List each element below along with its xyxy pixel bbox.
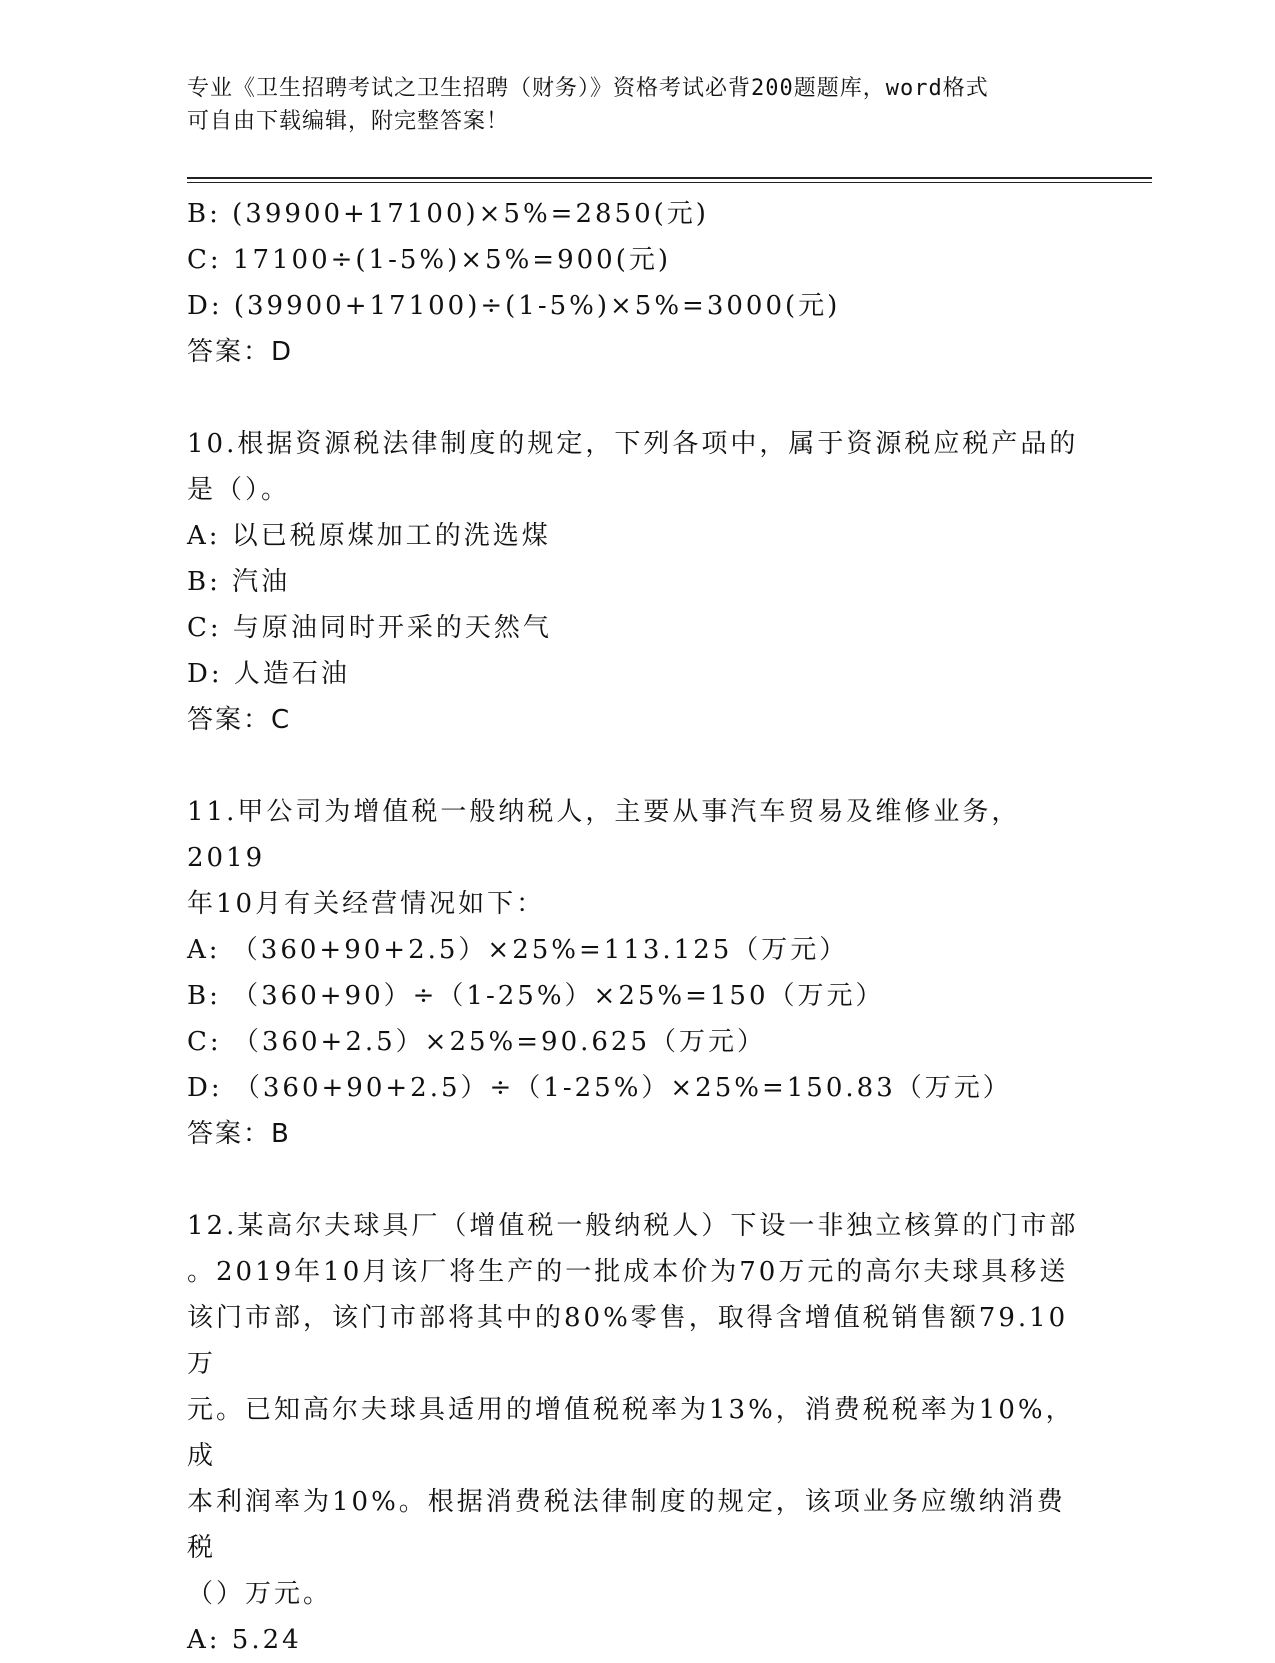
- q12-stem-line-5: 本利润率为10%。根据消费税法律制度的规定，该项业务应缴纳消费税: [187, 1487, 1066, 1563]
- q11-option-b: B: （360+90）÷（1-25%）×25%=150（万元）: [187, 981, 885, 1011]
- spacer: [187, 1157, 1087, 1203]
- q9-answer: 答案：D: [187, 337, 294, 367]
- q10-option-a: A: 以已税原煤加工的洗选煤: [187, 521, 551, 551]
- q12-stem-line-2: 。2019年10月该厂将生产的一批成本价为70万元的高尔夫球具移送: [187, 1257, 1069, 1287]
- q11-answer: 答案：B: [187, 1119, 291, 1149]
- spacer: [187, 375, 1087, 421]
- header-divider-thick: [187, 177, 1152, 179]
- q11-option-a: A: （360+90+2.5）×25%=113.125（万元）: [187, 935, 849, 965]
- q10-option-c: C: 与原油同时开采的天然气: [187, 613, 552, 643]
- q11-stem-line-2: 年10月有关经营情况如下：: [187, 889, 546, 919]
- q10-stem-line-1: 10.根据资源税法律制度的规定，下列各项中，属于资源税应税产品的: [187, 429, 1079, 459]
- question-12: [187, 1203, 1087, 1663]
- question-11: [187, 789, 1087, 1157]
- question-content: [187, 191, 1087, 1663]
- q12-stem-line-3: 该门市部，该门市部将其中的80%零售，取得含增值税销售额79.10万: [187, 1303, 1069, 1379]
- q9-option-d: D: (39900+17100)÷(1-5%)×5%=3000(元): [187, 291, 841, 321]
- q9-option-c: C: 17100÷(1-5%)×5%=900(元): [187, 245, 672, 275]
- spacer: [187, 743, 1087, 789]
- q12-stem-line-1: 12.某高尔夫球具厂（增值税一般纳税人）下设一非独立核算的门市部: [187, 1211, 1079, 1241]
- q10-option-d: D: 人造石油: [187, 659, 350, 689]
- q12-option-a: A: 5.24: [187, 1625, 302, 1655]
- q11-option-c: C: （360+2.5）×25%=90.625（万元）: [187, 1027, 767, 1057]
- question-9: [187, 191, 1087, 375]
- q9-option-b: B: (39900+17100)×5%=2850(元): [187, 199, 709, 229]
- q12-stem-line-4: 元。已知高尔夫球具适用的增值税税率为13%，消费税税率为10%，成: [187, 1395, 1075, 1471]
- header-line-2: 可自由下载编辑，附完整答案！: [187, 109, 510, 134]
- q11-stem-line-1: 11.甲公司为增值税一般纳税人，主要从事汽车贸易及维修业务，2019: [187, 797, 1021, 873]
- q11-option-d: D: （360+90+2.5）÷（1-25%）×25%=150.83（万元）: [187, 1073, 1012, 1103]
- header-line-1: 专业《卫生招聘考试之卫生招聘（财务）》资格考试必背200题题库，word格式: [187, 76, 989, 101]
- header-divider-thin: [187, 182, 1152, 183]
- q10-answer: 答案：C: [187, 705, 292, 735]
- q10-option-b: B: 汽油: [187, 567, 291, 597]
- q12-stem-line-6: （）万元。: [187, 1579, 333, 1609]
- document-header: [187, 72, 1067, 138]
- q10-stem-line-2: 是（）。: [187, 475, 291, 505]
- question-10: [187, 421, 1087, 743]
